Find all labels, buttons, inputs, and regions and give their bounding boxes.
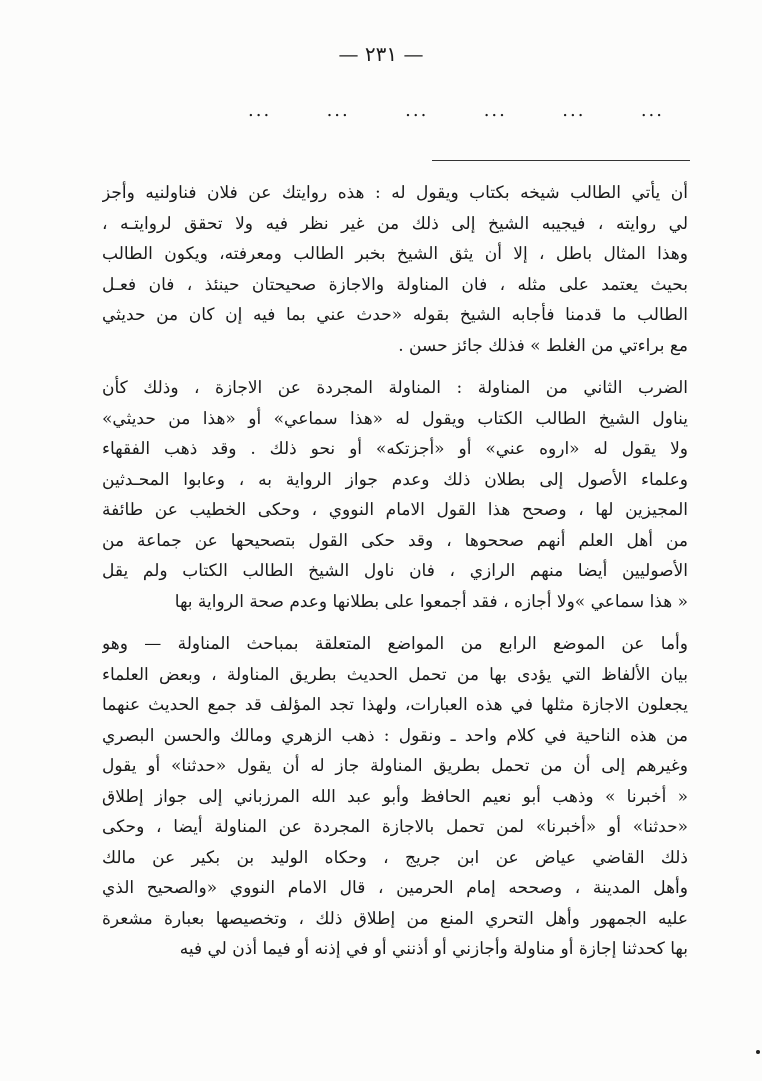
text-line: من هذه الناحية في كلام واحد ـ ونقول : ذهب الزهري ومالك والحسن البصري xyxy=(102,725,688,746)
page-number: — ٢٣١ — xyxy=(338,42,424,66)
paragraph-2 xyxy=(102,373,688,617)
text-line: من أهل العلم أنهم صححوها ، وقد حكى القول بتصحيحها عن جماعة من xyxy=(102,530,688,551)
text-line: بيان الألفاظ التي يؤدى بها من تحمل الحديث بطريق المناولة ، وبعض العلماء xyxy=(102,664,688,685)
ellipsis: ... xyxy=(405,100,429,121)
section-separator xyxy=(432,160,690,161)
text-line: يناول الشيخ الطالب الكتاب ويقول له «هذا سماعي» أو «هذا من حديثي» xyxy=(102,408,688,429)
text-line: عليه الجمهور وأهل التحري المنع من إطلاق ذلك ، وتخصيصها بعبارة مشعرة xyxy=(102,908,688,929)
text-line: الطالب ما قدمنا فأجابه الشيخ بقوله «حدث عني بما فيه إن كان من حديثي xyxy=(102,305,688,325)
ellipsis: ... xyxy=(562,100,586,121)
ellipsis: ... xyxy=(483,100,507,121)
scan-speck xyxy=(756,1050,760,1054)
ellipsis: ... xyxy=(326,100,350,121)
text-line: « هذا سماعي »ولا أجازه ، فقد أجمعوا على بطلانها وعدم صحة الرواية بها xyxy=(174,591,688,612)
paragraph-3 xyxy=(102,629,688,965)
body-text xyxy=(102,178,688,965)
paragraph-1 xyxy=(102,178,688,361)
text-line: وعلماء الأصول إلى بطلان ذلك وعدم جواز الرواية به ، وعابوا المحـدثين xyxy=(102,469,688,490)
paragraph-gap xyxy=(102,617,688,629)
text-line: لي روايته ، فيجيبه الشيخ إلى ذلك من غير نظر فيه ولا تحقق لروايتـه ، xyxy=(102,213,688,234)
text-line: وأما عن الموضع الرابع من المواضع المتعلقة بمباحث المناولة — وهو xyxy=(102,634,688,654)
text-line: مع براءتي من الغلط » فذلك جائز حسن . xyxy=(398,335,688,356)
text-line: بحيث يعتمد على مثله ، فان المناولة والاجازة صحيحتان حينئذ ، فان فعـل xyxy=(102,274,688,295)
ellipsis: ... xyxy=(640,100,664,121)
text-line: وهذا المثال باطل ، إلا أن يثق الشيخ بخبر الطالب ومعرفته، ويكون الطالب xyxy=(102,244,688,264)
text-line: الأصوليين أيضا منهم الرازي ، فان ناول الشيخ الطالب الكتاب ولم يقل xyxy=(102,561,688,581)
text-line: ولا يقول له «اروه عني» أو «أجزتكه» أو نحو ذلك . وقد ذهب الفقهاء xyxy=(102,439,688,459)
text-line: « أخبرنا » وذهب أبو نعيم الحافظ وأبو عبد الله المرزباني إلى جواز إطلاق xyxy=(102,786,688,807)
text-line: بها كحدثنا إجازة أو مناولة وأجازني أو أذنني أو في إذنه أو فيما أذن لي فيه xyxy=(179,939,688,959)
text-line: المجيزين لها ، وصحح هذا القول الامام النووي ، وحكى الخطيب عن طائفة xyxy=(102,500,688,520)
text-line: «حدثنا» أو «أخبرنا» لمن تحمل بالاجازة المجردة عن المناولة أيضا ، وحكى xyxy=(102,817,688,837)
text-line: ذلك القاضي عياض عن ابن جريج ، وحكاه الوليد بن بكير عن مالك xyxy=(102,847,688,868)
ellipsis: ... xyxy=(248,100,272,121)
text-line: الضرب الثاني من المناولة : المناولة المجردة عن الاجازة ، وذلك كأن xyxy=(102,378,688,398)
text-line: وأهل المدينة ، وصححه إمام الحرمين ، قال الامام النووي «والصحيح الذي xyxy=(102,878,688,898)
paragraph-gap xyxy=(102,361,688,373)
text-line: وغيرهم إلى أن من تحمل بطريق المناولة جاز له أن يقول «حدثنا» أو يقول xyxy=(102,756,688,776)
ellipsis-row xyxy=(248,100,664,121)
text-line: يجعلون الاجازة مثلها في هذه العبارات، ولهذا تجد المؤلف قد جمع الحديث عنهما xyxy=(102,695,688,715)
text-line: أن يأتي الطالب شيخه بكتاب ويقول له : هذه روايتك عن فلان فناولنيه وأجز xyxy=(102,183,688,203)
